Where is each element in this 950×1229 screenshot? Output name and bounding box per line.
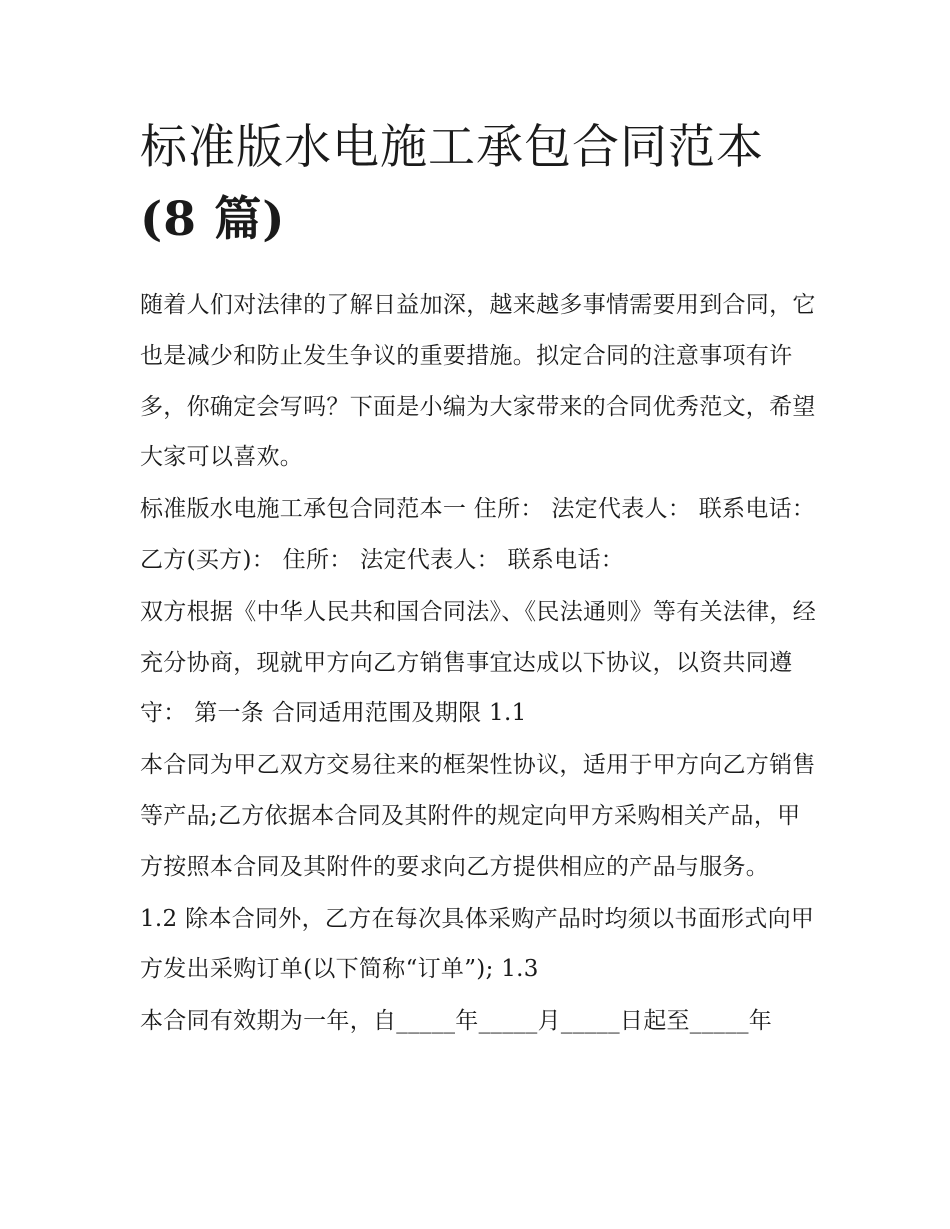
paragraph-order-clause: 1.2 除本合同外，乙方在每次具体采购产品时均须以书面形式向甲方发出采购订单(以下简称“订单”); 1.3 [140,905,815,983]
paragraph-scope: 本合同为甲乙双方交易往来的框架性协议，适用于甲方向乙方销售等产品;乙方依据本合同及其附件的规定向甲方采购相关产品，甲方按照本合同及其附件的要求向乙方提供相应的产品与服务。 [140,752,816,880]
title-main: 标准版水电施工承包合同范本 [140,120,764,175]
paragraph-validity: 本合同有效期为一年，自_____年_____月_____日起至_____年 [140,1008,773,1035]
title-suffix: (8 篇) [140,192,286,247]
document-body [140,112,820,1048]
paragraph-intro: 随着人们对法律的了解日益加深，越来越多事情需要用到合同，它也是减少和防止发生争议的重要措施。拟定合同的注意事项有许多，你确定会写吗？下面是小编为大家带来的合同优秀范文，希望大家可以喜欢。 [140,292,816,471]
document-title [140,112,820,256]
paragraph-parties: 标准版水电施工承包合同范本一 住所： 法定代表人： 联系电话： 乙方(买方)： 住所： 法定代表人： 联系电话： [140,496,816,573]
paragraph-agreement-basis: 双方根据《中华人民共和国合同法》、《民法通则》等有关法律，经充分协商，现就甲方向乙方销售事宜达成以下协议，以资共同遵守： 第一条 合同适用范围及期限 1.1 [140,598,816,727]
